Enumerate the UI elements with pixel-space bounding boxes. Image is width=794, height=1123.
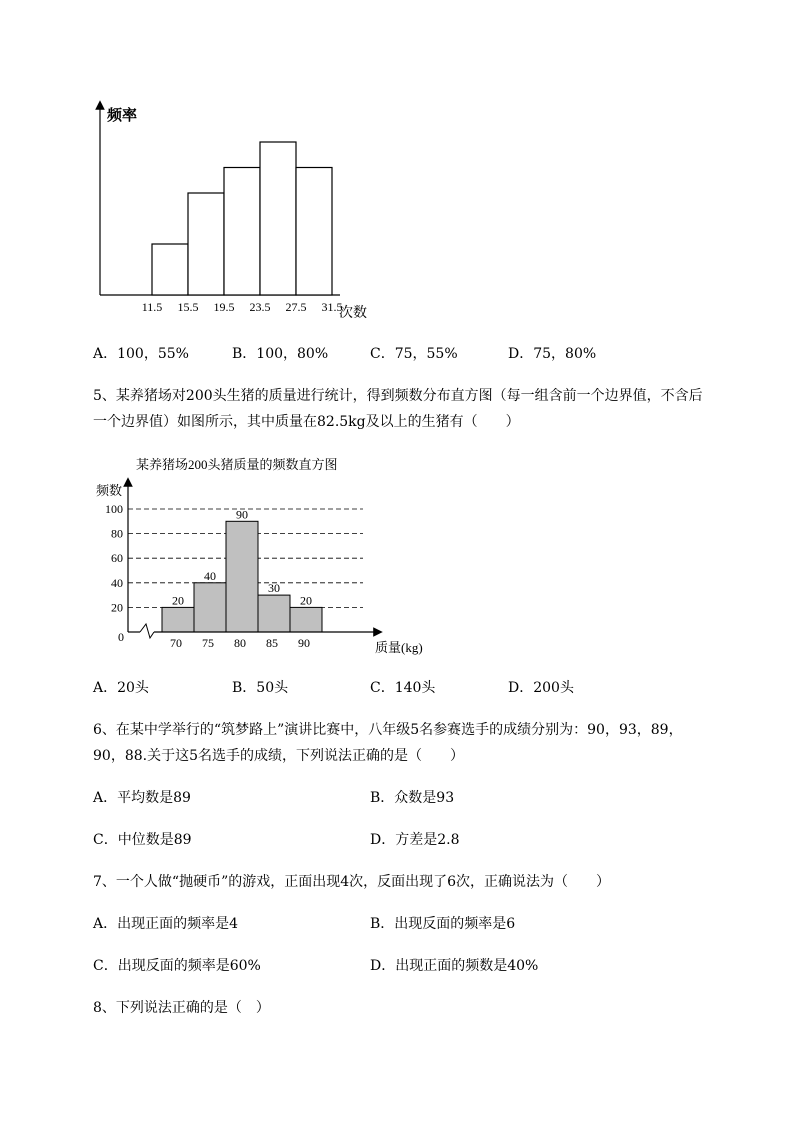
- bar-data-label: 40: [204, 568, 216, 583]
- histogram-bar: [260, 142, 296, 295]
- x-tick-label: 75: [202, 636, 214, 650]
- y-tick-label: 80: [111, 526, 123, 541]
- x-tick-label: 80: [234, 636, 246, 650]
- frequency-histogram-chart: [85, 95, 385, 325]
- q5-stem-line2: 一个边界值）如图所示，其中质量在82.5kg及以上的生猪有（ ）: [93, 414, 520, 430]
- histogram-bar: [258, 595, 290, 632]
- x-tick-label: 27.5: [285, 300, 307, 314]
- bar-data-label: 20: [172, 593, 184, 608]
- q4-option-b[interactable]: B．100，80%: [232, 346, 329, 362]
- bar-data-label: 90: [236, 507, 248, 522]
- histogram-bar: [152, 244, 188, 295]
- y-axis-label: 频数: [96, 483, 123, 498]
- x-axis-label: 质量(kg): [375, 640, 423, 655]
- q4-option-a[interactable]: A．100，55%: [93, 346, 189, 362]
- y-tick-label: 40: [111, 575, 123, 590]
- pig-weight-histogram-chart: [88, 452, 438, 662]
- q7-stem: 7、一个人做“抛硬币”的游戏，正面出现4次，反面出现了6次，正确说法为（ ）: [93, 874, 611, 890]
- axis-break-mark: [140, 624, 154, 638]
- y-tick-label: 20: [111, 600, 123, 615]
- q6-option-b[interactable]: B．众数是93: [370, 790, 455, 806]
- q6-stem-line1: 6、在某中学举行的“筑梦路上”演讲比赛中，八年级5名参赛选手的成绩分别为：90，93，89，: [93, 722, 683, 738]
- x-tick-label: 11.5: [141, 300, 163, 314]
- q7-option-c[interactable]: C．出现反面的频率是60%: [93, 958, 261, 974]
- x-tick-label: 70: [170, 636, 182, 650]
- q5-option-a[interactable]: A．20头: [93, 680, 149, 696]
- y-tick-label: 100: [105, 502, 123, 516]
- q6-option-a[interactable]: A．平均数是89: [93, 790, 191, 806]
- q5-option-c[interactable]: C．140头: [370, 680, 436, 696]
- q7-option-a[interactable]: A．出现正面的频率是4: [93, 916, 239, 932]
- q4-option-c[interactable]: C．75，55%: [370, 346, 458, 362]
- chart-title: 某养猪场200头猪质量的频数直方图: [136, 457, 338, 472]
- histogram-bar: [290, 607, 322, 632]
- y-tick-label: 60: [111, 551, 123, 566]
- origin-label: 0: [118, 630, 124, 644]
- histogram-bar: [224, 168, 260, 296]
- q5-option-b[interactable]: B．50头: [232, 680, 289, 696]
- x-tick-label: 15.5: [177, 300, 199, 314]
- q8-stem: 8、下列说法正确的是（ ）: [93, 1000, 270, 1016]
- q6-stem-line2: 90，88.关于这5名选手的成绩，下列说法正确的是（ ）: [93, 748, 464, 764]
- q7-option-d[interactable]: D．出现正面的频数是40%: [370, 958, 539, 974]
- x-tick-label: 90: [298, 636, 310, 650]
- bar-data-label: 30: [268, 581, 280, 596]
- q7-option-b[interactable]: B．出现反面的频率是6: [370, 916, 516, 932]
- histogram-bar: [296, 168, 332, 296]
- histogram-bar: [188, 193, 224, 295]
- histogram-bar: [162, 607, 194, 632]
- x-tick-label: 85: [266, 636, 278, 650]
- q5-stem-line1: 5、某养猪场对200头生猪的质量进行统计，得到频数分布直方图（每一组含前一个边界值，不含后: [93, 388, 703, 404]
- q5-option-d[interactable]: D．200头: [508, 680, 574, 696]
- x-tick-label: 23.5: [249, 300, 271, 314]
- q6-option-c[interactable]: C．中位数是89: [93, 832, 192, 848]
- x-axis-label: 次数: [339, 306, 367, 321]
- bar-data-label: 20: [300, 593, 312, 608]
- q6-option-d[interactable]: D．方差是2.8: [370, 832, 460, 848]
- x-tick-label: 19.5: [213, 300, 235, 314]
- x-tick-label: 31.5: [321, 300, 343, 314]
- histogram-bar: [226, 521, 258, 632]
- histogram-bar: [194, 583, 226, 632]
- q4-option-d[interactable]: D．75，80%: [508, 346, 597, 362]
- y-axis-label: 频率: [107, 108, 138, 124]
